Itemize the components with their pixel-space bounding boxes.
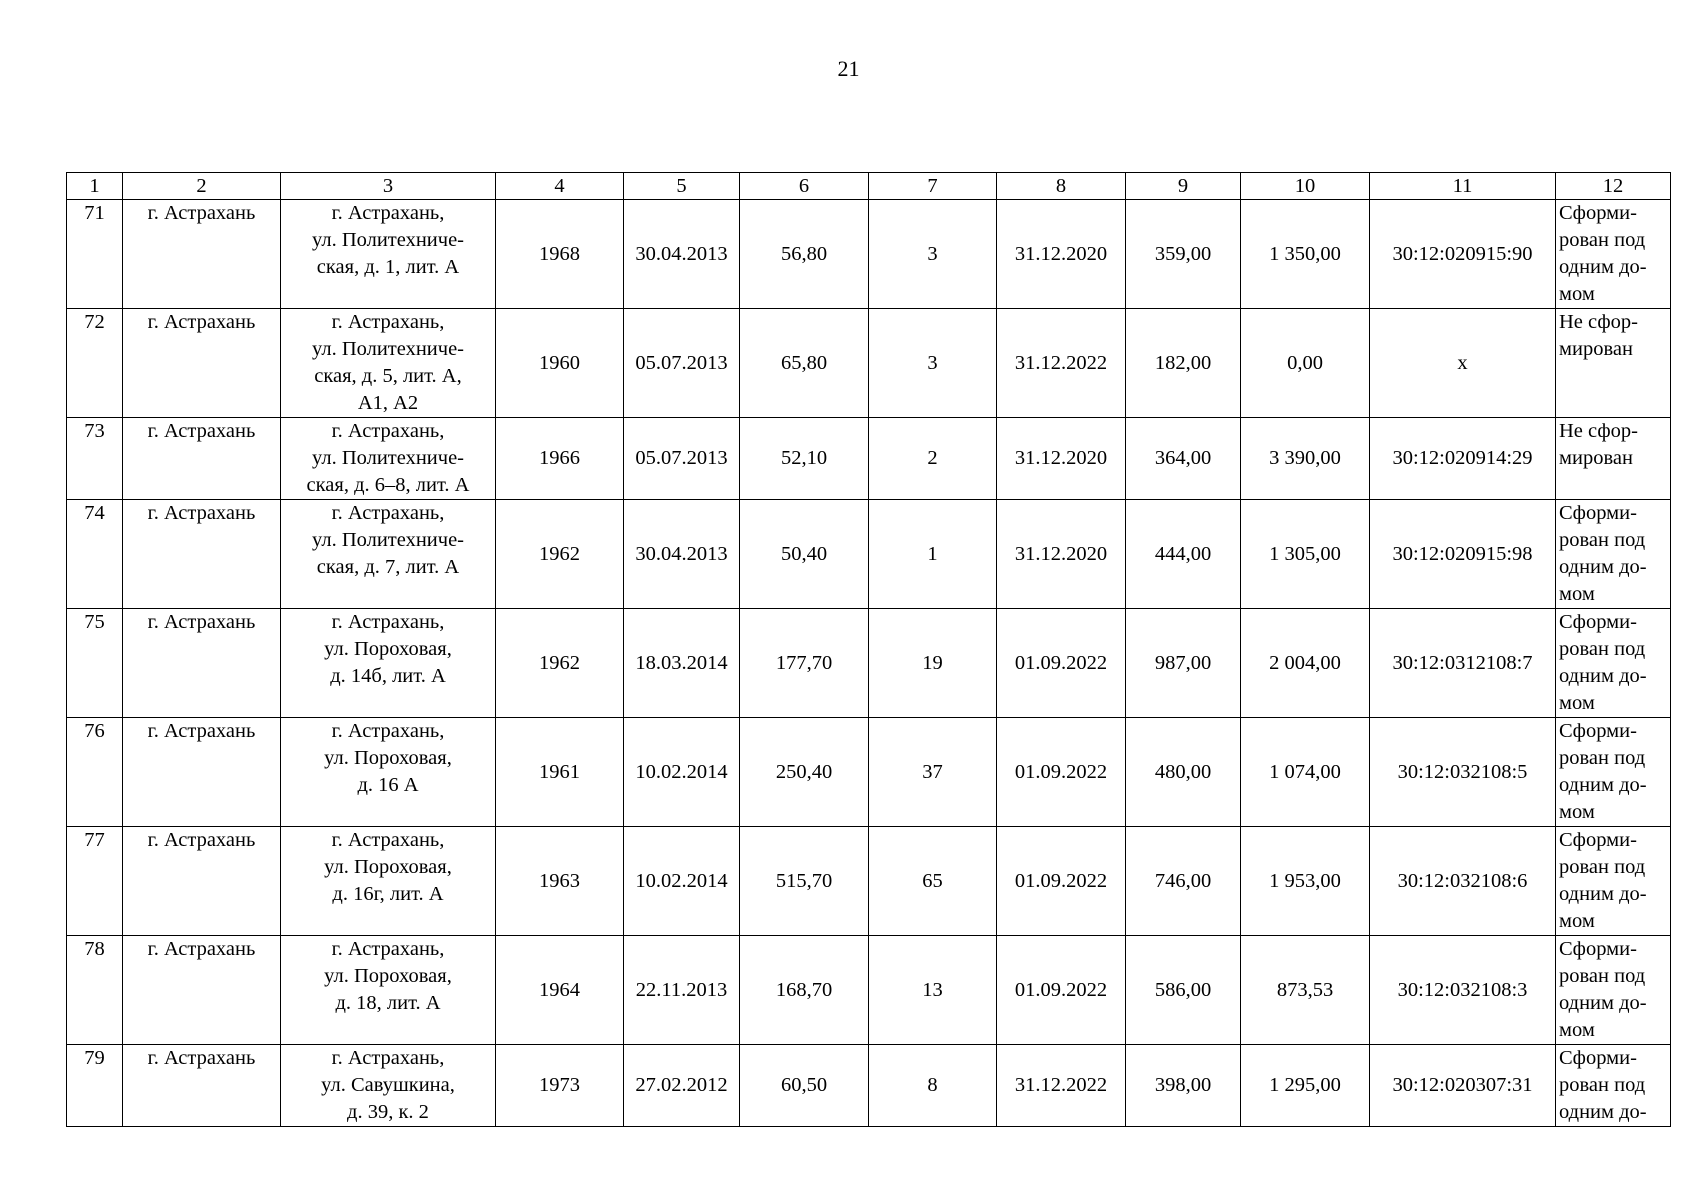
table-row bbox=[67, 1045, 1671, 1127]
address-line: г. Астрахань, bbox=[331, 829, 445, 851]
column-header: 5 bbox=[624, 173, 740, 200]
page-number: 21 bbox=[837, 56, 860, 81]
status-line: мом bbox=[1559, 1019, 1595, 1041]
address-line: ул. Политехниче- bbox=[311, 229, 465, 251]
table-row bbox=[67, 609, 1671, 718]
area-cell: 60,50 bbox=[740, 1045, 869, 1127]
value-cell: 3 390,00 bbox=[1241, 418, 1370, 500]
status-cell bbox=[1556, 936, 1671, 1045]
address-line: ская, д. 6–8, лит. А bbox=[306, 474, 470, 496]
date-cell: 05.07.2013 bbox=[624, 309, 740, 418]
status-cell bbox=[1556, 309, 1671, 418]
column-header: 6 bbox=[740, 173, 869, 200]
column-header: 11 bbox=[1370, 173, 1556, 200]
cadastral-number-cell: 30:12:020915:90 bbox=[1370, 200, 1556, 309]
count-cell: 8 bbox=[869, 1045, 997, 1127]
address-cell bbox=[281, 609, 496, 718]
status-line: рован под bbox=[1559, 965, 1646, 987]
status-cell bbox=[1556, 200, 1671, 309]
date-cell: 22.11.2013 bbox=[624, 936, 740, 1045]
cadastral-number-cell: 30:12:020915:98 bbox=[1370, 500, 1556, 609]
status-line: Сформи- bbox=[1559, 611, 1637, 633]
row-number-cell: 78 bbox=[67, 936, 123, 1045]
count-cell: 19 bbox=[869, 609, 997, 718]
area-cell: 250,40 bbox=[740, 718, 869, 827]
city-cell: г. Астрахань bbox=[123, 827, 281, 936]
cadastral-number-cell: 30:12:020914:29 bbox=[1370, 418, 1556, 500]
address-line: ская, д. 1, лит. А bbox=[316, 256, 460, 278]
address-line: ул. Политехниче- bbox=[311, 338, 465, 360]
year-cell: 1973 bbox=[496, 1045, 624, 1127]
deadline-cell: 31.12.2020 bbox=[997, 500, 1126, 609]
count-cell: 13 bbox=[869, 936, 997, 1045]
address-line: ул. Пороховая, bbox=[324, 638, 452, 660]
date-cell: 10.02.2014 bbox=[624, 718, 740, 827]
table-row bbox=[67, 200, 1671, 309]
deadline-cell: 01.09.2022 bbox=[997, 936, 1126, 1045]
year-cell: 1962 bbox=[496, 609, 624, 718]
status-line: рован под bbox=[1559, 529, 1646, 551]
value-cell: 2 004,00 bbox=[1241, 609, 1370, 718]
registry-table bbox=[66, 172, 1671, 1127]
address-line: д. 39, к. 2 bbox=[347, 1101, 429, 1123]
date-cell: 18.03.2014 bbox=[624, 609, 740, 718]
table-row bbox=[67, 309, 1671, 418]
column-header: 10 bbox=[1241, 173, 1370, 200]
year-cell: 1964 bbox=[496, 936, 624, 1045]
address-cell bbox=[281, 418, 496, 500]
cadastral-number-cell: 30:12:032108:5 bbox=[1370, 718, 1556, 827]
status-line: мирован bbox=[1559, 447, 1633, 469]
count-cell: 3 bbox=[869, 200, 997, 309]
status-line: Не сфор- bbox=[1559, 420, 1638, 442]
address-line: ская, д. 5, лит. А, bbox=[314, 365, 462, 387]
address-cell bbox=[281, 200, 496, 309]
address-cell bbox=[281, 827, 496, 936]
address-line: ул. Савушкина, bbox=[321, 1074, 455, 1096]
status-line: Сформи- bbox=[1559, 829, 1637, 851]
area-cell: 168,70 bbox=[740, 936, 869, 1045]
row-number-cell: 79 bbox=[67, 1045, 123, 1127]
year-cell: 1962 bbox=[496, 500, 624, 609]
row-number-cell: 77 bbox=[67, 827, 123, 936]
city-cell: г. Астрахань bbox=[123, 609, 281, 718]
address-cell bbox=[281, 1045, 496, 1127]
count-cell: 37 bbox=[869, 718, 997, 827]
cadastral-number-cell: 30:12:020307:31 bbox=[1370, 1045, 1556, 1127]
column-header: 1 bbox=[67, 173, 123, 200]
row-number-cell: 71 bbox=[67, 200, 123, 309]
status-line: мом bbox=[1559, 283, 1595, 305]
area-cell: 65,80 bbox=[740, 309, 869, 418]
status-line: рован под bbox=[1559, 1074, 1646, 1096]
value-cell: 364,00 bbox=[1126, 418, 1241, 500]
address-cell bbox=[281, 718, 496, 827]
status-line: мом bbox=[1559, 801, 1595, 823]
date-cell: 30.04.2013 bbox=[624, 200, 740, 309]
status-cell bbox=[1556, 609, 1671, 718]
area-cell: 50,40 bbox=[740, 500, 869, 609]
column-header: 7 bbox=[869, 173, 997, 200]
year-cell: 1966 bbox=[496, 418, 624, 500]
count-cell: 2 bbox=[869, 418, 997, 500]
status-line: Сформи- bbox=[1559, 938, 1637, 960]
status-line: Сформи- bbox=[1559, 502, 1637, 524]
value-cell: 182,00 bbox=[1126, 309, 1241, 418]
status-line: Не сфор- bbox=[1559, 311, 1638, 333]
deadline-cell: 31.12.2022 bbox=[997, 309, 1126, 418]
deadline-cell: 31.12.2020 bbox=[997, 200, 1126, 309]
table-row bbox=[67, 936, 1671, 1045]
status-line: одним до- bbox=[1559, 256, 1647, 278]
date-cell: 27.02.2012 bbox=[624, 1045, 740, 1127]
row-number-cell: 72 bbox=[67, 309, 123, 418]
value-cell: 746,00 bbox=[1126, 827, 1241, 936]
status-line: мом bbox=[1559, 692, 1595, 714]
cadastral-number-cell: 30:12:032108:3 bbox=[1370, 936, 1556, 1045]
status-line: Сформи- bbox=[1559, 1047, 1637, 1069]
value-cell: 359,00 bbox=[1126, 200, 1241, 309]
year-cell: 1961 bbox=[496, 718, 624, 827]
value-cell: 1 350,00 bbox=[1241, 200, 1370, 309]
address-line: г. Астрахань, bbox=[331, 202, 445, 224]
address-cell bbox=[281, 500, 496, 609]
status-line: рован под bbox=[1559, 638, 1646, 660]
row-number-cell: 73 bbox=[67, 418, 123, 500]
deadline-cell: 31.12.2022 bbox=[997, 1045, 1126, 1127]
year-cell: 1960 bbox=[496, 309, 624, 418]
value-cell: 480,00 bbox=[1126, 718, 1241, 827]
address-line: д. 14б, лит. А bbox=[330, 665, 446, 687]
column-header: 3 bbox=[281, 173, 496, 200]
year-cell: 1963 bbox=[496, 827, 624, 936]
row-number-cell: 76 bbox=[67, 718, 123, 827]
column-header: 8 bbox=[997, 173, 1126, 200]
cadastral-number-cell: x bbox=[1370, 309, 1556, 418]
area-cell: 56,80 bbox=[740, 200, 869, 309]
city-cell: г. Астрахань bbox=[123, 200, 281, 309]
city-cell: г. Астрахань bbox=[123, 1045, 281, 1127]
address-line: ул. Пороховая, bbox=[324, 856, 452, 878]
value-cell: 1 295,00 bbox=[1241, 1045, 1370, 1127]
status-line: мом bbox=[1559, 583, 1595, 605]
date-cell: 05.07.2013 bbox=[624, 418, 740, 500]
status-line: Сформи- bbox=[1559, 720, 1637, 742]
address-line: г. Астрахань, bbox=[331, 311, 445, 333]
status-line: Сформи- bbox=[1559, 202, 1637, 224]
cadastral-number-cell: 30:12:032108:6 bbox=[1370, 827, 1556, 936]
column-number-row bbox=[67, 173, 1671, 200]
deadline-cell: 01.09.2022 bbox=[997, 718, 1126, 827]
city-cell: г. Астрахань bbox=[123, 936, 281, 1045]
status-line: одним до- bbox=[1559, 665, 1647, 687]
status-cell bbox=[1556, 827, 1671, 936]
value-cell: 1 074,00 bbox=[1241, 718, 1370, 827]
value-cell: 444,00 bbox=[1126, 500, 1241, 609]
address-cell bbox=[281, 936, 496, 1045]
address-line: г. Астрахань, bbox=[331, 938, 445, 960]
address-line: г. Астрахань, bbox=[331, 420, 445, 442]
column-header: 12 bbox=[1556, 173, 1671, 200]
value-cell: 873,53 bbox=[1241, 936, 1370, 1045]
status-cell bbox=[1556, 418, 1671, 500]
status-cell bbox=[1556, 1045, 1671, 1127]
status-cell bbox=[1556, 718, 1671, 827]
address-line: д. 16 А bbox=[357, 774, 419, 796]
value-cell: 1 305,00 bbox=[1241, 500, 1370, 609]
row-number-cell: 75 bbox=[67, 609, 123, 718]
value-cell: 398,00 bbox=[1126, 1045, 1241, 1127]
cadastral-number-cell: 30:12:0312108:7 bbox=[1370, 609, 1556, 718]
status-line: рован под bbox=[1559, 856, 1646, 878]
city-cell: г. Астрахань bbox=[123, 718, 281, 827]
column-header: 4 bbox=[496, 173, 624, 200]
table-row bbox=[67, 418, 1671, 500]
area-cell: 52,10 bbox=[740, 418, 869, 500]
city-cell: г. Астрахань bbox=[123, 500, 281, 609]
address-line: д. 16г, лит. А bbox=[332, 883, 444, 905]
value-cell: 1 953,00 bbox=[1241, 827, 1370, 936]
address-line: ская, д. 7, лит. А bbox=[316, 556, 460, 578]
deadline-cell: 31.12.2020 bbox=[997, 418, 1126, 500]
status-line: рован под bbox=[1559, 747, 1646, 769]
deadline-cell: 01.09.2022 bbox=[997, 827, 1126, 936]
row-number-cell: 74 bbox=[67, 500, 123, 609]
value-cell: 987,00 bbox=[1126, 609, 1241, 718]
year-cell: 1968 bbox=[496, 200, 624, 309]
table-row bbox=[67, 500, 1671, 609]
status-cell bbox=[1556, 500, 1671, 609]
column-header: 9 bbox=[1126, 173, 1241, 200]
count-cell: 1 bbox=[869, 500, 997, 609]
status-line: мирован bbox=[1559, 338, 1633, 360]
city-cell: г. Астрахань bbox=[123, 418, 281, 500]
table-row bbox=[67, 827, 1671, 936]
status-line: одним до- bbox=[1559, 883, 1647, 905]
area-cell: 177,70 bbox=[740, 609, 869, 718]
status-line: одним до- bbox=[1559, 1101, 1647, 1123]
area-cell: 515,70 bbox=[740, 827, 869, 936]
column-header: 2 bbox=[123, 173, 281, 200]
value-cell: 586,00 bbox=[1126, 936, 1241, 1045]
table-row bbox=[67, 718, 1671, 827]
count-cell: 3 bbox=[869, 309, 997, 418]
count-cell: 65 bbox=[869, 827, 997, 936]
address-line: ул. Политехниче- bbox=[311, 447, 465, 469]
value-cell: 0,00 bbox=[1241, 309, 1370, 418]
address-line: г. Астрахань, bbox=[331, 1047, 445, 1069]
status-line: одним до- bbox=[1559, 992, 1647, 1014]
address-line: ул. Политехниче- bbox=[311, 529, 465, 551]
address-line: г. Астрахань, bbox=[331, 611, 445, 633]
status-line: одним до- bbox=[1559, 556, 1647, 578]
deadline-cell: 01.09.2022 bbox=[997, 609, 1126, 718]
city-cell: г. Астрахань bbox=[123, 309, 281, 418]
status-line: одним до- bbox=[1559, 774, 1647, 796]
address-line: г. Астрахань, bbox=[331, 502, 445, 524]
date-cell: 10.02.2014 bbox=[624, 827, 740, 936]
address-line: А1, А2 bbox=[357, 392, 419, 414]
address-line: д. 18, лит. А bbox=[335, 992, 441, 1014]
date-cell: 30.04.2013 bbox=[624, 500, 740, 609]
status-line: рован под bbox=[1559, 229, 1646, 251]
address-cell bbox=[281, 309, 496, 418]
address-line: ул. Пороховая, bbox=[324, 965, 452, 987]
address-line: ул. Пороховая, bbox=[324, 747, 452, 769]
address-line: г. Астрахань, bbox=[331, 720, 445, 742]
status-line: мом bbox=[1559, 910, 1595, 932]
